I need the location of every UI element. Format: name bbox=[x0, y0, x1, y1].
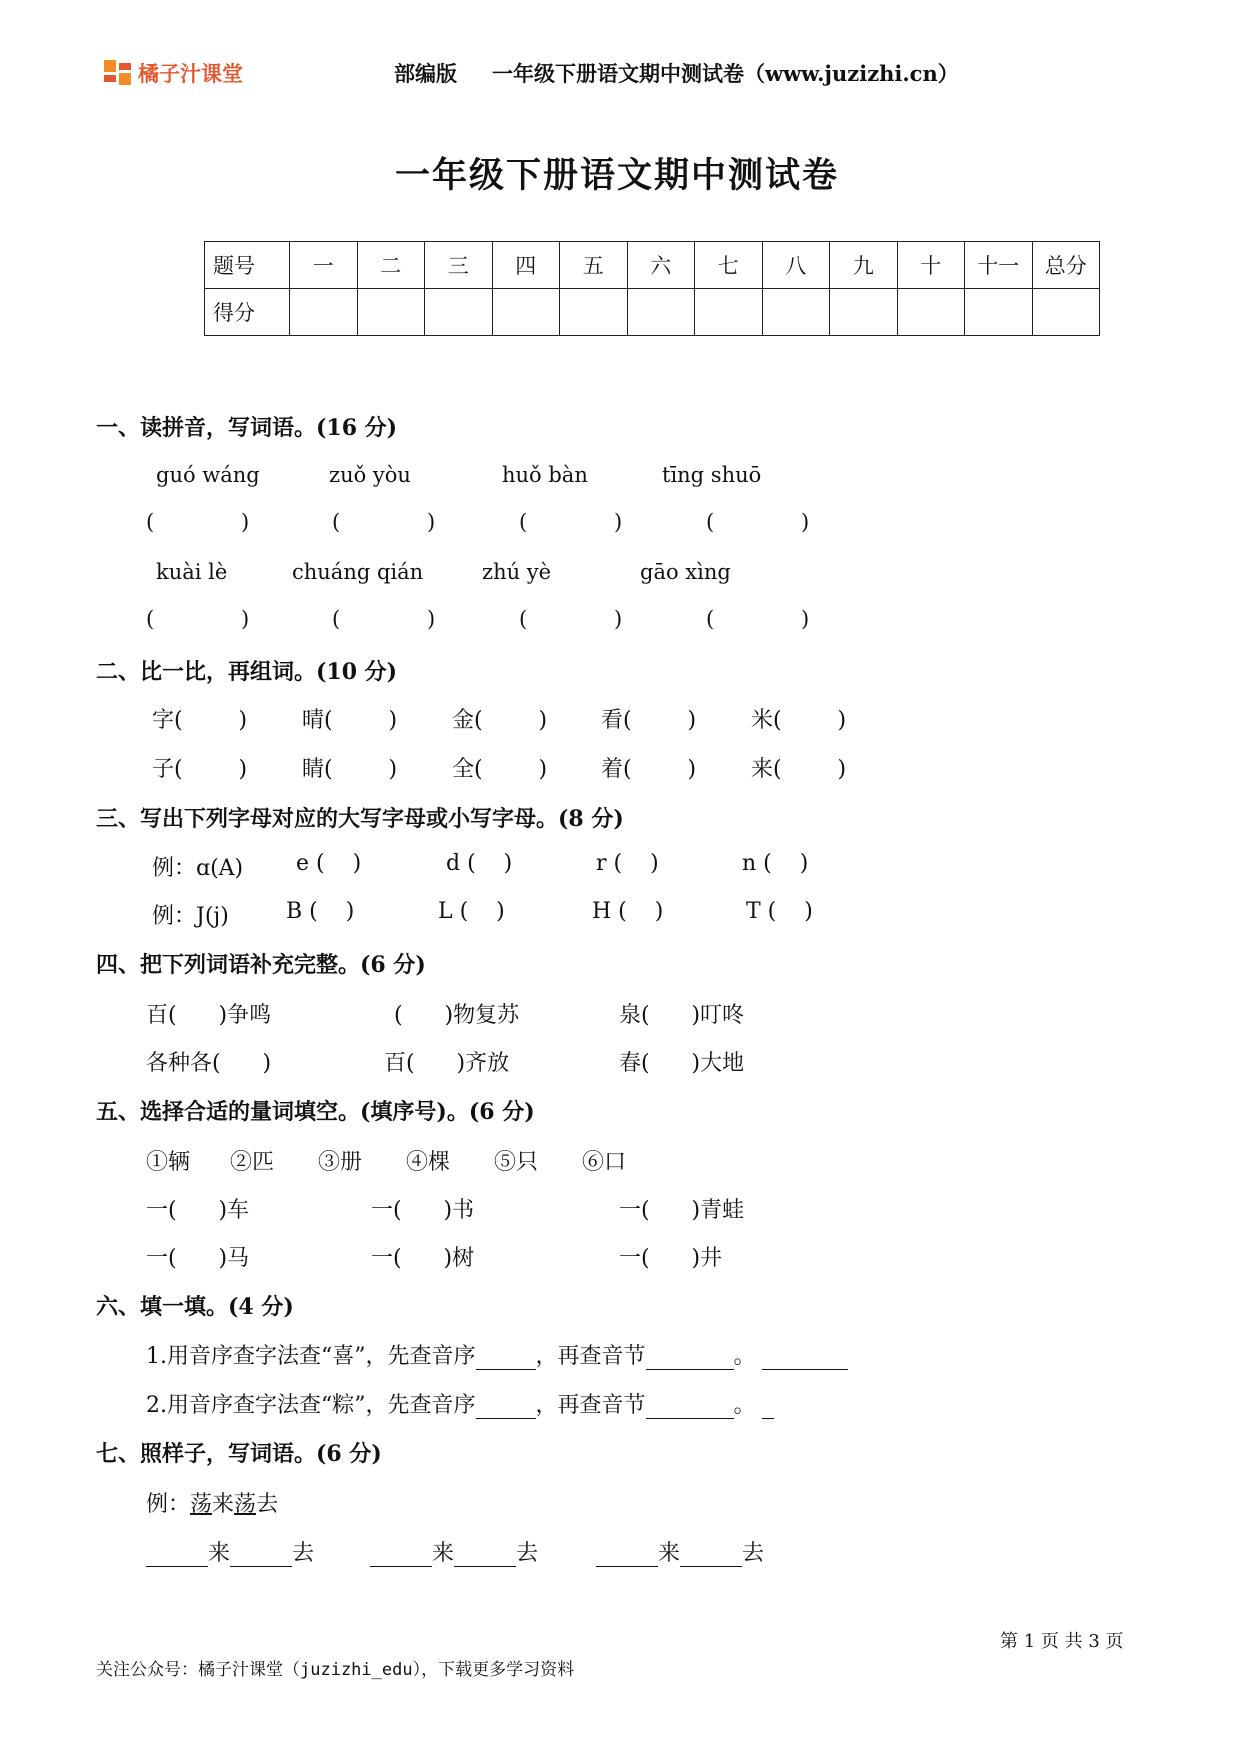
pinyin: zuǒ yòu bbox=[329, 463, 411, 487]
table-cell: 九 bbox=[830, 242, 898, 289]
pinyin: gāo xìng bbox=[640, 560, 731, 584]
score-input-cell[interactable] bbox=[762, 289, 830, 336]
pinyin: zhú yè bbox=[482, 560, 552, 584]
compare-item[interactable]: 晴( ) bbox=[302, 708, 398, 733]
table-cell: 总分 bbox=[1032, 242, 1100, 289]
fill-text: 2.用音序查字法查“粽”，先查音序 bbox=[146, 1393, 476, 1418]
score-input-cell[interactable] bbox=[1032, 289, 1100, 336]
measure-item[interactable]: 一( )井 bbox=[619, 1246, 723, 1271]
table-cell: 一 bbox=[290, 242, 358, 289]
compare-item[interactable]: 着( ) bbox=[601, 757, 697, 782]
idiom-item[interactable]: 各种各( ) bbox=[146, 1051, 272, 1076]
table-cell: 得分 bbox=[205, 289, 290, 336]
idiom-part: 春 bbox=[619, 1051, 642, 1076]
measure-part: 青蛙 bbox=[700, 1198, 745, 1223]
idiom-item[interactable]: 春( )大地 bbox=[619, 1051, 745, 1076]
fill-text: 。 bbox=[733, 1393, 756, 1418]
letter: L bbox=[438, 899, 453, 924]
measure-part: 一 bbox=[371, 1246, 394, 1271]
idiom-part: 叮咚 bbox=[700, 1003, 745, 1028]
fill-blank[interactable] bbox=[762, 1396, 774, 1419]
letter: T bbox=[746, 899, 761, 924]
idiom-part: 争鸣 bbox=[227, 1003, 272, 1028]
letter-item[interactable]: n ( ) bbox=[742, 851, 809, 876]
letter: n bbox=[742, 851, 757, 876]
pinyin: guó wáng bbox=[156, 463, 260, 487]
measure-item[interactable]: 一( )马 bbox=[146, 1246, 250, 1271]
idiom-item[interactable]: 百( )齐放 bbox=[384, 1051, 510, 1076]
letter: d bbox=[446, 851, 461, 876]
compare-char: 睛 bbox=[302, 757, 325, 782]
letter-item[interactable]: T ( ) bbox=[746, 899, 813, 924]
compare-item[interactable]: 看( ) bbox=[601, 708, 697, 733]
table-cell: 十 bbox=[897, 242, 965, 289]
idiom-part: 各种各 bbox=[146, 1051, 213, 1076]
pattern-char: 去 bbox=[516, 1541, 539, 1566]
compare-char: 来 bbox=[751, 757, 774, 782]
fill-blank[interactable] bbox=[646, 1347, 734, 1370]
measure-part: 书 bbox=[452, 1198, 475, 1223]
letter: e bbox=[296, 851, 310, 876]
pinyin: chuáng qián bbox=[292, 560, 424, 584]
section-7-title: 七、照样子，写词语。(6 分) bbox=[96, 1441, 382, 1467]
letter-item[interactable]: H ( ) bbox=[592, 899, 664, 924]
section-4-title: 四、把下列词语补充完整。(6 分) bbox=[96, 952, 426, 978]
score-input-cell[interactable] bbox=[897, 289, 965, 336]
measure-item[interactable]: 一( )书 bbox=[371, 1198, 475, 1223]
idiom-part: 泉 bbox=[619, 1003, 642, 1028]
letter-item[interactable]: B ( ) bbox=[286, 899, 355, 924]
pinyin: kuài lè bbox=[156, 560, 228, 584]
score-input-cell[interactable] bbox=[965, 289, 1033, 336]
measure-option: ③册 bbox=[318, 1150, 363, 1175]
fill-blank[interactable] bbox=[596, 1544, 658, 1567]
compare-char: 晴 bbox=[302, 708, 325, 733]
score-input-cell[interactable] bbox=[425, 289, 493, 336]
footer-note: 关注公众号：橘子汁课堂（juzizhi_edu），下载更多学习资料 bbox=[96, 1660, 575, 1680]
example-label: 例： bbox=[146, 1492, 191, 1517]
score-input-cell[interactable] bbox=[357, 289, 425, 336]
answer-blank[interactable]: ( ) bbox=[146, 510, 250, 534]
letter: H bbox=[592, 899, 612, 924]
table-cell: 五 bbox=[560, 242, 628, 289]
page-title: 一年级下册语文期中测试卷 bbox=[394, 155, 839, 196]
idiom-part: 百 bbox=[384, 1051, 407, 1076]
header-title: 一年级下册语文期中测试卷（www.juzizhi.cn） bbox=[492, 61, 959, 86]
measure-part: 一 bbox=[371, 1198, 394, 1223]
measure-option: ⑥口 bbox=[582, 1150, 627, 1175]
measure-option: ①辆 bbox=[146, 1150, 191, 1175]
fill-blank[interactable] bbox=[230, 1544, 292, 1567]
compare-item[interactable]: 金( ) bbox=[452, 708, 548, 733]
fill-blank[interactable] bbox=[476, 1396, 536, 1419]
idiom-item[interactable]: ( )物复苏 bbox=[394, 1003, 520, 1028]
logo-icon bbox=[104, 60, 132, 88]
letter-item[interactable]: L ( ) bbox=[438, 899, 505, 924]
compare-item[interactable]: 来( ) bbox=[751, 757, 847, 782]
score-value-row bbox=[205, 289, 1100, 336]
pattern-char: 来 bbox=[658, 1541, 681, 1566]
letter-item[interactable]: e ( ) bbox=[296, 851, 362, 876]
answer-blank[interactable]: ( ) bbox=[706, 607, 810, 631]
table-cell: 八 bbox=[762, 242, 830, 289]
compare-char: 着 bbox=[601, 757, 624, 782]
answer-blank[interactable]: ( ) bbox=[146, 607, 250, 631]
section-5-title: 五、选择合适的量词填空。(填序号)。(6 分) bbox=[96, 1099, 535, 1125]
fill-line-1 bbox=[146, 1339, 848, 1370]
measure-part: 一 bbox=[146, 1198, 169, 1223]
page-number: 第 1 页 共 3 页 bbox=[1000, 1631, 1124, 1652]
compare-item[interactable]: 全( ) bbox=[452, 757, 548, 782]
compare-item[interactable]: 米( ) bbox=[751, 708, 847, 733]
pinyin: huǒ bàn bbox=[502, 463, 588, 487]
pattern-char: 去 bbox=[292, 1541, 315, 1566]
measure-option: ②匹 bbox=[230, 1150, 275, 1175]
idiom-item[interactable]: 泉( )叮咚 bbox=[619, 1003, 745, 1028]
compare-item[interactable]: 子( ) bbox=[152, 757, 248, 782]
table-cell: 十一 bbox=[965, 242, 1033, 289]
word-example bbox=[146, 1487, 278, 1518]
measure-item[interactable]: 一( )树 bbox=[371, 1246, 475, 1271]
letter-example: 例：ɑ(A) bbox=[152, 856, 244, 881]
measure-part: 一 bbox=[146, 1246, 169, 1271]
letter-item[interactable]: d ( ) bbox=[446, 851, 513, 876]
measure-option: ④棵 bbox=[406, 1150, 451, 1175]
measure-option: ⑤只 bbox=[494, 1150, 539, 1175]
table-cell: 六 bbox=[627, 242, 695, 289]
idiom-part: 物复苏 bbox=[453, 1003, 520, 1028]
fill-text: 。 bbox=[733, 1344, 756, 1369]
score-table bbox=[204, 241, 1100, 336]
compare-char: 看 bbox=[601, 708, 624, 733]
score-header-row bbox=[205, 242, 1100, 289]
idiom-part: 百 bbox=[146, 1003, 169, 1028]
compare-char: 全 bbox=[452, 757, 475, 782]
pattern-char: 去 bbox=[742, 1541, 765, 1566]
answer-blank[interactable]: ( ) bbox=[519, 607, 623, 631]
compare-char: 金 bbox=[452, 708, 475, 733]
compare-char: 子 bbox=[152, 757, 175, 782]
table-cell: 题号 bbox=[205, 242, 290, 289]
fill-line-2 bbox=[146, 1388, 774, 1419]
measure-item[interactable]: 一( )车 bbox=[146, 1198, 250, 1223]
idiom-item[interactable]: 百( )争鸣 bbox=[146, 1003, 272, 1028]
compare-char: 字 bbox=[152, 708, 175, 733]
measure-part: 马 bbox=[227, 1246, 250, 1271]
measure-item[interactable]: 一( )青蛙 bbox=[619, 1198, 745, 1223]
answer-blank[interactable]: ( ) bbox=[519, 510, 623, 534]
fill-blank[interactable] bbox=[646, 1396, 734, 1419]
measure-part: 一 bbox=[619, 1246, 642, 1271]
compare-item[interactable]: 睛( ) bbox=[302, 757, 398, 782]
fill-blank[interactable] bbox=[370, 1544, 432, 1567]
fill-text: ，再查音节 bbox=[535, 1393, 646, 1418]
score-input-cell[interactable] bbox=[695, 289, 763, 336]
answer-blank[interactable]: ( ) bbox=[332, 607, 436, 631]
word-pattern[interactable] bbox=[146, 1536, 314, 1567]
fill-blank[interactable] bbox=[146, 1544, 208, 1567]
idiom-part: 大地 bbox=[700, 1051, 745, 1076]
example-char: 荡 bbox=[234, 1492, 257, 1517]
measure-part: 树 bbox=[452, 1246, 475, 1271]
letter: B bbox=[286, 899, 303, 924]
measure-part: 车 bbox=[227, 1198, 250, 1223]
header-edition: 部编版 bbox=[394, 61, 457, 86]
fill-blank[interactable] bbox=[680, 1544, 742, 1567]
fill-blank[interactable] bbox=[476, 1347, 536, 1370]
fill-text: 1.用音序查字法查“喜”，先查音序 bbox=[146, 1344, 476, 1369]
score-input-cell[interactable] bbox=[560, 289, 628, 336]
compare-char: 米 bbox=[751, 708, 774, 733]
example-char: 去 bbox=[256, 1492, 279, 1517]
score-input-cell[interactable] bbox=[290, 289, 358, 336]
letter-item[interactable]: r ( ) bbox=[596, 851, 659, 876]
pattern-char: 来 bbox=[432, 1541, 455, 1566]
measure-part: 一 bbox=[619, 1198, 642, 1223]
section-3-title: 三、写出下列字母对应的大写字母或小写字母。(8 分) bbox=[96, 806, 624, 832]
section-2-title: 二、比一比，再组词。(10 分) bbox=[96, 659, 398, 685]
example-char: 荡 bbox=[190, 1492, 213, 1517]
pattern-char: 来 bbox=[208, 1541, 231, 1566]
fill-blank[interactable] bbox=[454, 1544, 516, 1567]
logo-text: 橘子汁课堂 bbox=[138, 62, 243, 86]
table-cell: 四 bbox=[492, 242, 560, 289]
table-cell: 三 bbox=[425, 242, 493, 289]
answer-blank[interactable]: ( ) bbox=[332, 510, 436, 534]
word-pattern[interactable] bbox=[596, 1536, 764, 1567]
section-6-title: 六、填一填。(4 分) bbox=[96, 1294, 294, 1320]
pinyin: tīng shuō bbox=[662, 463, 762, 487]
fill-text: ，再查音节 bbox=[535, 1344, 646, 1369]
word-pattern[interactable] bbox=[370, 1536, 538, 1567]
section-1-title: 一、读拼音，写词语。(16 分) bbox=[96, 415, 398, 441]
letter-example: 例：J(j) bbox=[152, 904, 229, 929]
score-input-cell[interactable] bbox=[830, 289, 898, 336]
score-input-cell[interactable] bbox=[492, 289, 560, 336]
answer-blank[interactable]: ( ) bbox=[706, 510, 810, 534]
idiom-part: 齐放 bbox=[465, 1051, 510, 1076]
letter: r bbox=[596, 851, 607, 876]
example-char: 来 bbox=[212, 1492, 235, 1517]
fill-blank[interactable] bbox=[762, 1347, 848, 1370]
compare-item[interactable]: 字( ) bbox=[152, 708, 248, 733]
table-cell: 二 bbox=[357, 242, 425, 289]
measure-part: 井 bbox=[700, 1246, 723, 1271]
table-cell: 七 bbox=[695, 242, 763, 289]
score-input-cell[interactable] bbox=[627, 289, 695, 336]
